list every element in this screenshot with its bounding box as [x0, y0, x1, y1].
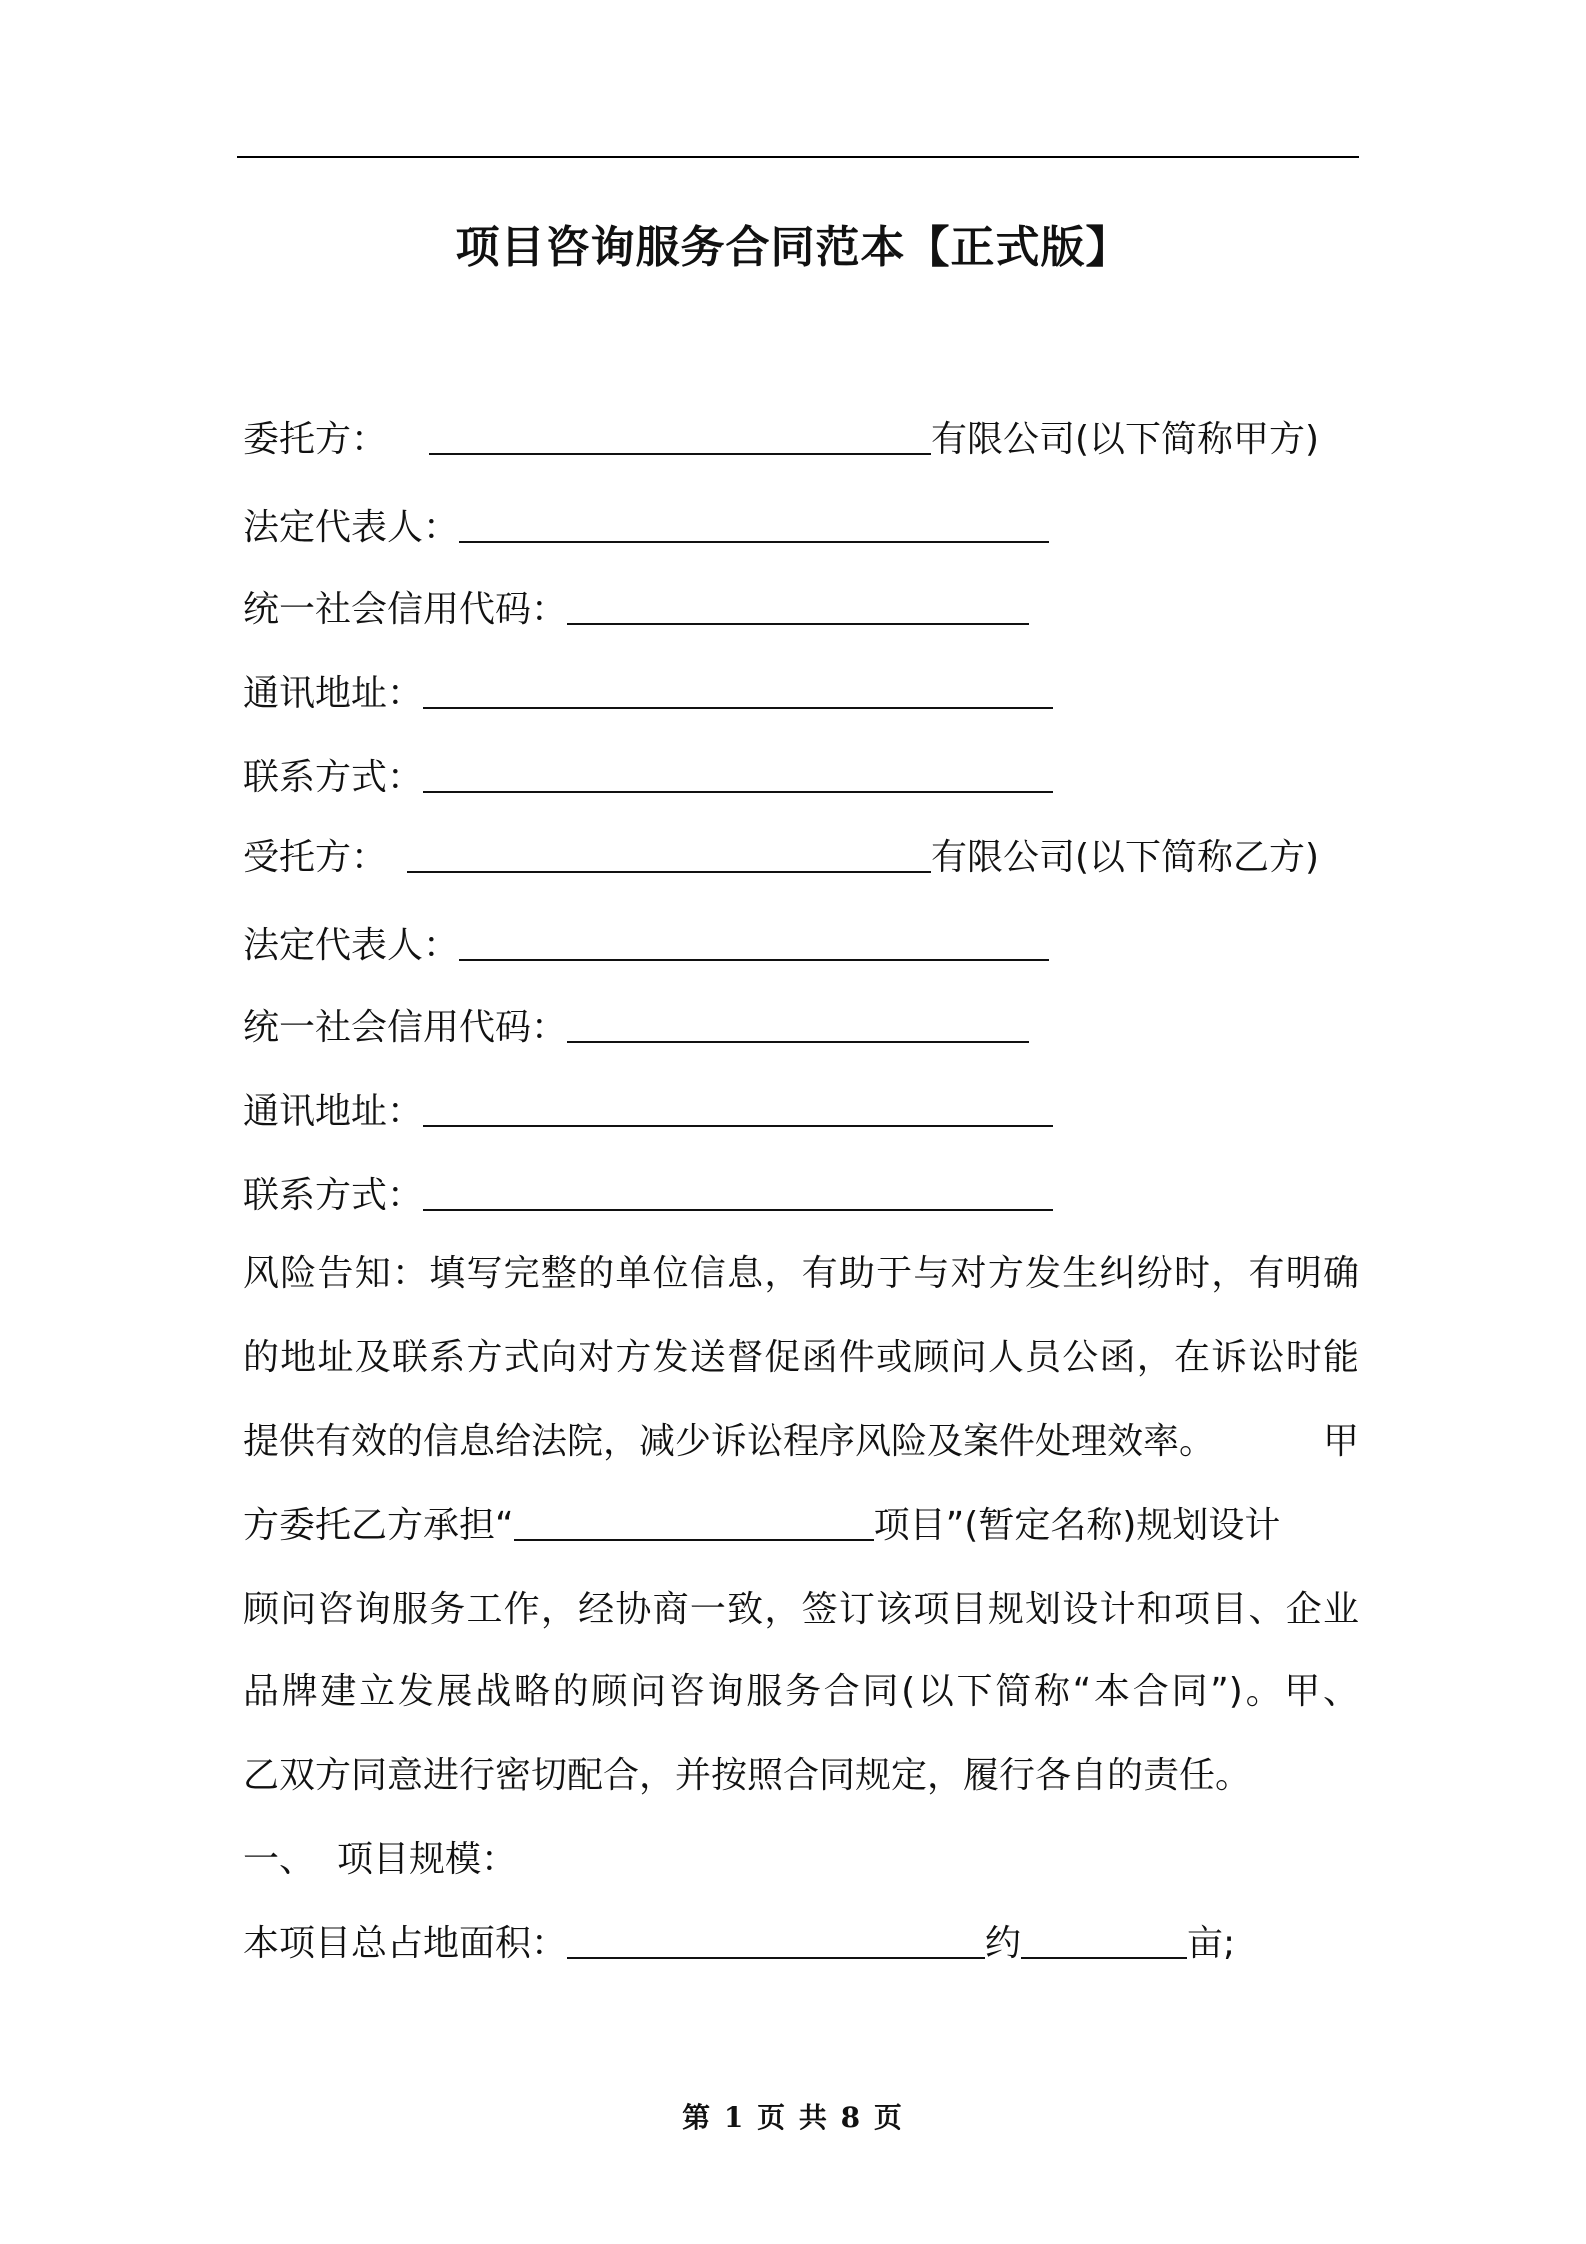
project-area-unit: 亩; [1187, 1923, 1236, 1964]
party-a-rep-label: 法定代表人： [243, 507, 460, 548]
party-a-rep-field [243, 504, 1049, 552]
party-a-address-field [243, 670, 1053, 718]
party-a-rep-blank[interactable] [459, 513, 1049, 543]
party-b-contact-blank[interactable] [423, 1181, 1053, 1211]
party-a-label: 委托方： [243, 419, 388, 460]
party-b-address-blank[interactable] [423, 1097, 1053, 1127]
party-b-credit-field [243, 1004, 1029, 1052]
party-a-address-blank[interactable] [423, 679, 1053, 709]
risk-notice-line-3 [243, 1418, 1359, 1466]
section-1-heading [243, 1836, 517, 1884]
document-title: 项目咨询服务合同范本【正式版】 [455, 222, 1131, 273]
project-area-approx: 约 [985, 1923, 1022, 1964]
intro-start-char: 甲 [1322, 1421, 1359, 1462]
project-name-blank[interactable] [514, 1511, 874, 1541]
party-b-contact-field [243, 1172, 1053, 1220]
party-b-rep-field [243, 922, 1049, 970]
intro-line-2: 顾问咨询服务工作，经协商一致，签订该项目规划设计和项目、企业 [243, 1589, 1359, 1630]
intro-line-1 [243, 1502, 1359, 1550]
party-a-contact-blank[interactable] [423, 763, 1053, 793]
intro-line-1-a: 方委托乙方承担“ [243, 1505, 514, 1546]
party-b-credit-blank[interactable] [567, 1013, 1029, 1043]
party-a-contact-field [243, 754, 1053, 802]
party-b-rep-label: 法定代表人： [243, 925, 460, 966]
party-a-address-label: 通讯地址： [243, 673, 424, 714]
section-1-number: 一、 [243, 1839, 316, 1880]
project-area-field [243, 1920, 1235, 1968]
risk-notice-line-2: 的地址及联系方式向对方发送督促函件或顾问人员公函，在诉讼时能 [243, 1337, 1359, 1378]
party-a-suffix: 有限公司(以下简称甲方) [931, 419, 1320, 460]
risk-notice-line-1: 风险告知：填写完整的单位信息，有助于与对方发生纠纷时，有明确 [243, 1253, 1359, 1294]
header-rule [237, 156, 1359, 158]
party-b-suffix: 有限公司(以下简称乙方) [931, 837, 1320, 878]
party-a-credit-blank[interactable] [567, 595, 1029, 625]
section-1-title: 项目规模： [337, 1839, 518, 1880]
party-b-name-blank[interactable] [407, 843, 931, 873]
party-a-field [243, 416, 1319, 464]
party-a-credit-label: 统一社会信用代码： [243, 589, 568, 630]
party-b-address-label: 通讯地址： [243, 1091, 424, 1132]
party-b-field [243, 834, 1319, 882]
party-b-credit-label: 统一社会信用代码： [243, 1007, 568, 1048]
party-a-credit-field [243, 586, 1029, 634]
intro-line-1-b: 项目”(暂定名称)规划设计 [873, 1505, 1281, 1546]
page-number: 第 1 页 共 8 页 [682, 2101, 904, 2134]
intro-line-3: 品牌建立发展战略的顾问咨询服务合同(以下简称“本合同”)。甲、 [243, 1671, 1359, 1712]
party-b-rep-blank[interactable] [459, 931, 1049, 961]
project-acre-blank[interactable] [1021, 1929, 1187, 1959]
party-b-label: 受托方： [243, 837, 388, 878]
project-area-label: 本项目总占地面积： [243, 1923, 568, 1964]
party-a-name-blank[interactable] [429, 425, 931, 455]
project-area-blank[interactable] [567, 1929, 985, 1959]
intro-line-4: 乙双方同意进行密切配合，并按照合同规定，履行各自的责任。 [243, 1755, 1252, 1796]
party-a-contact-label: 联系方式： [243, 757, 424, 798]
party-b-contact-label: 联系方式： [243, 1175, 424, 1216]
risk-notice-line-3-text: 提供有效的信息给法院，减少诉讼程序风险及案件处理效率。 [243, 1421, 1216, 1462]
party-b-address-field [243, 1088, 1053, 1136]
